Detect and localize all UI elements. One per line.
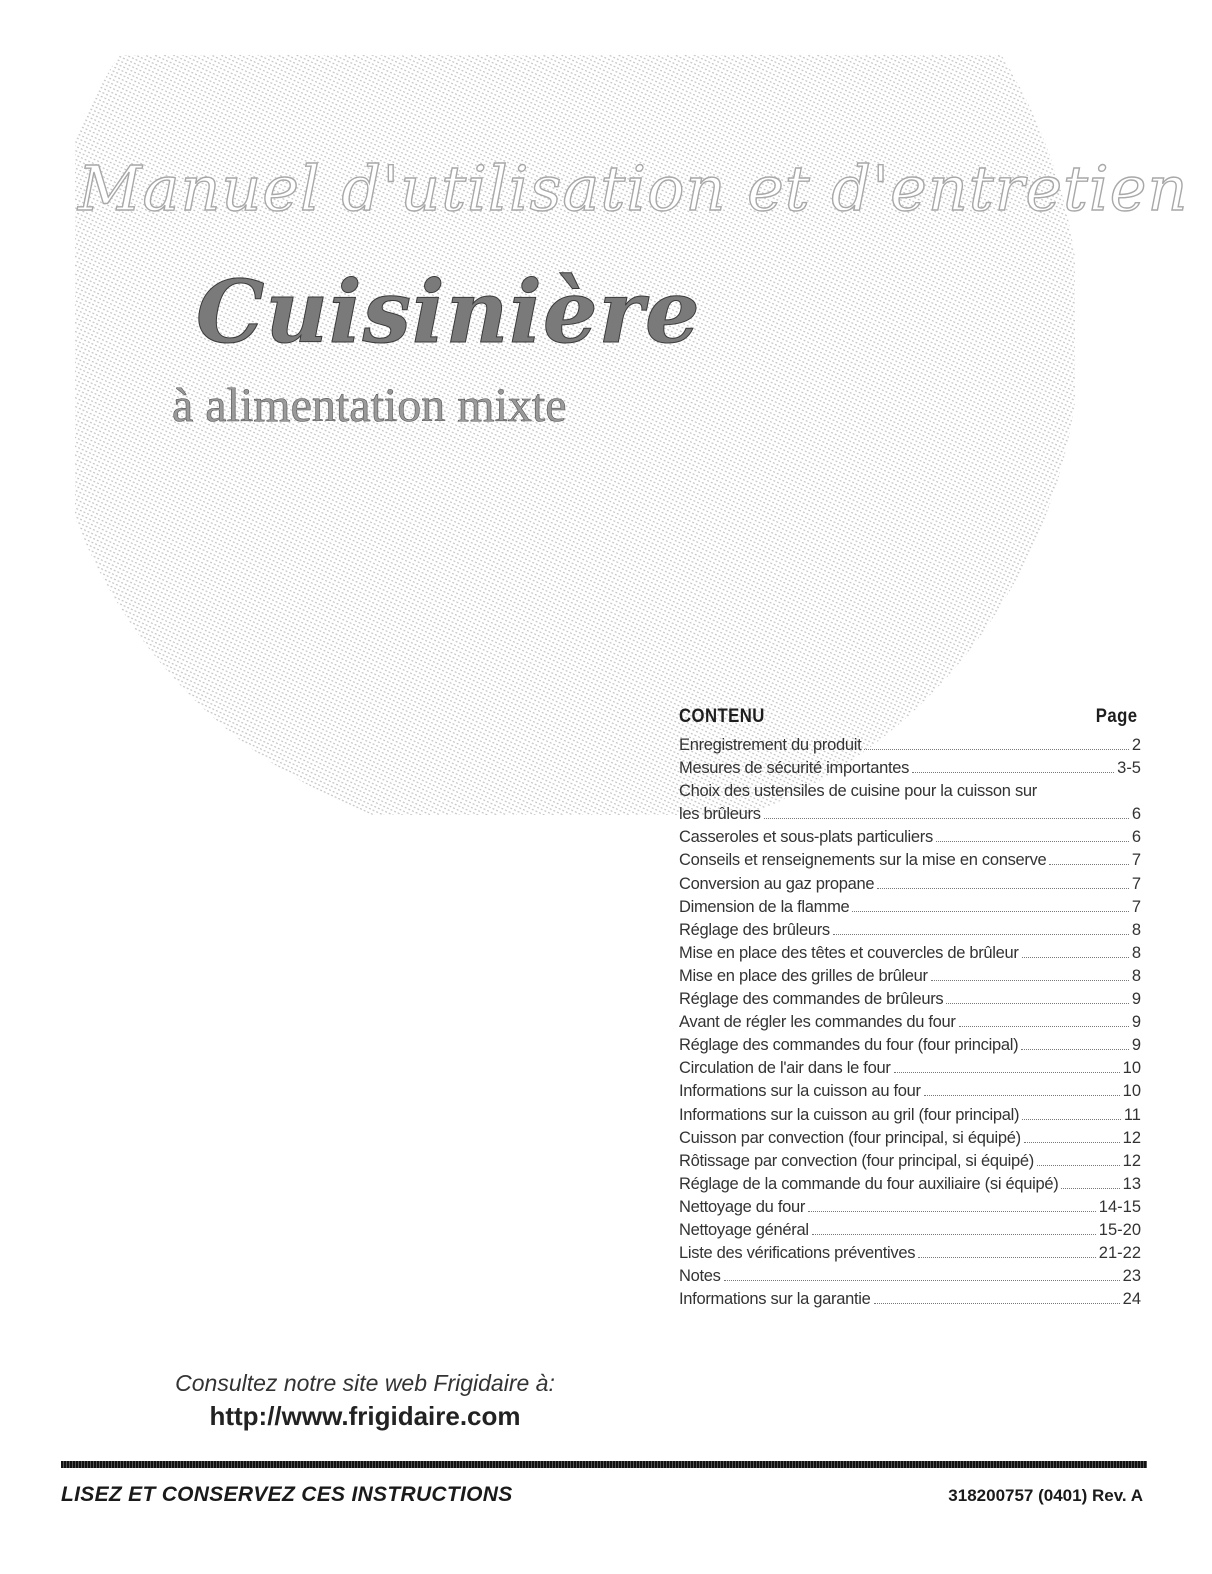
toc-entry-title: les brûleurs (679, 805, 761, 824)
toc-entry (679, 1034, 1141, 1057)
toc-entry-page: 7 (1131, 897, 1141, 916)
manual-script-title: Manuel d'utilisation et d'entretien (78, 152, 1189, 225)
toc-entry-title: Mesures de sécurité importantes (679, 759, 910, 778)
toc-entry (679, 1080, 1141, 1103)
toc-list (679, 734, 1141, 1311)
toc-leader-dots (1021, 1049, 1129, 1050)
toc-leader-dots (764, 818, 1129, 819)
toc-entry-page: 10 (1122, 1059, 1141, 1078)
toc-entry-title: Réglage de la commande du four auxiliaire (si équipé) (679, 1174, 1059, 1193)
toc-entry-page: 23 (1122, 1267, 1141, 1286)
toc-entry-page: 9 (1131, 1036, 1141, 1055)
toc-leader-dots (959, 1026, 1129, 1027)
toc-entry-title: Réglage des brûleurs (679, 920, 830, 939)
toc-entry-page: 9 (1131, 1013, 1141, 1032)
toc-entry-page: 7 (1131, 851, 1141, 870)
toc-entry-page: 9 (1131, 990, 1141, 1009)
toc-entry-page: 21-22 (1098, 1244, 1141, 1263)
toc-leader-dots (833, 934, 1129, 935)
footer-divider (61, 1461, 1147, 1468)
toc-entry-title: Conseils et renseignements sur la mise en conserve (679, 851, 1047, 870)
toc-entry (679, 1150, 1141, 1173)
toc-leader-dots (924, 1095, 1120, 1096)
toc-entry-page: 12 (1122, 1151, 1141, 1170)
toc-entry-title: Réglage des commandes de brûleurs (679, 990, 944, 1009)
toc-entry-title: Choix des ustensiles de cuisine pour la cuisson sur (679, 782, 1037, 801)
toc-entry (679, 1265, 1141, 1288)
document-number: 318200757 (0401) Rev. A (948, 1486, 1143, 1505)
product-title: Cuisinière (196, 262, 701, 363)
toc-entry-page: 3-5 (1117, 759, 1141, 778)
toc-entry-page: 7 (1131, 874, 1141, 893)
toc-entry-page: 24 (1122, 1290, 1141, 1309)
toc-leader-dots (864, 749, 1128, 750)
toc-entry-page: 2 (1131, 736, 1141, 754)
toc-entry (679, 1173, 1141, 1196)
table-of-contents (679, 706, 1141, 1311)
toc-entry-title: Cuisson par convection (four principal, si équipé) (679, 1128, 1021, 1147)
website-url[interactable]: http://www.frigidaire.com (209, 1401, 521, 1431)
toc-page-heading: Page (1095, 706, 1138, 727)
toc-entry-title: Circulation de l'air dans le four (679, 1059, 891, 1078)
toc-entry-page: 10 (1122, 1082, 1141, 1101)
toc-entry-title: Informations sur la cuisson au four (679, 1082, 921, 1101)
toc-leader-dots (1037, 1165, 1120, 1166)
toc-leader-dots (912, 772, 1114, 773)
toc-entry (679, 1242, 1141, 1265)
toc-header (679, 706, 1141, 732)
toc-entry-title: Conversion au gaz propane (679, 874, 875, 893)
toc-entry-title: Informations sur la cuisson au gril (four principal) (679, 1105, 1020, 1124)
toc-leader-dots (852, 911, 1128, 912)
toc-entry (679, 919, 1141, 942)
toc-entry-title: Nettoyage général (679, 1220, 809, 1239)
toc-entry-page: 6 (1131, 805, 1141, 824)
toc-entry-title: Enregistrement du produit (679, 736, 862, 754)
toc-entry-page: 6 (1131, 828, 1141, 847)
toc-leader-dots (812, 1234, 1096, 1235)
toc-entry-title: Réglage des commandes du four (four principal) (679, 1036, 1019, 1055)
toc-entry (679, 849, 1141, 872)
toc-entry (679, 757, 1141, 780)
toc-leader-dots (1022, 957, 1129, 958)
toc-leader-dots (874, 1303, 1120, 1304)
toc-entry-title: Nettoyage du four (679, 1197, 806, 1216)
toc-entry (679, 1196, 1141, 1219)
toc-entry-title: Avant de régler les commandes du four (679, 1013, 956, 1032)
toc-entry-page: 11 (1123, 1105, 1141, 1124)
toc-leader-dots (877, 888, 1129, 889)
toc-entry-title: Casseroles et sous-plats particuliers (679, 828, 933, 847)
toc-heading: CONTENU (679, 706, 765, 727)
toc-leader-dots (808, 1211, 1096, 1212)
toc-entry-page: 8 (1131, 920, 1141, 939)
footer-instructions: LISEZ ET CONSERVEZ CES INSTRUCTIONS (61, 1483, 513, 1506)
toc-entry (679, 942, 1141, 965)
toc-entry-page: 13 (1122, 1174, 1141, 1193)
toc-entry (679, 1127, 1141, 1150)
toc-leader-dots (936, 841, 1129, 842)
toc-entry (679, 896, 1141, 919)
toc-leader-dots (894, 1072, 1120, 1073)
toc-entry (679, 803, 1141, 826)
toc-leader-dots (724, 1280, 1120, 1281)
toc-leader-dots (931, 980, 1129, 981)
website-lead: Consultez notre site web Frigidaire à: (175, 1370, 555, 1396)
toc-leader-dots (1022, 1119, 1121, 1120)
toc-entry (679, 1057, 1141, 1080)
toc-leader-dots (1061, 1188, 1119, 1189)
toc-leader-dots (1049, 864, 1128, 865)
website-block (0, 1370, 730, 1432)
toc-entry (679, 826, 1141, 849)
toc-entry (679, 988, 1141, 1011)
toc-entry (679, 965, 1141, 988)
toc-entry-page: 12 (1122, 1128, 1141, 1147)
toc-entry-title: Informations sur la garantie (679, 1290, 871, 1309)
toc-entry (679, 873, 1141, 896)
toc-leader-dots (918, 1257, 1096, 1258)
toc-entry-title: Dimension de la flamme (679, 897, 850, 916)
toc-entry (679, 780, 1141, 803)
toc-entry-page: 8 (1131, 943, 1141, 962)
toc-leader-dots (946, 1003, 1128, 1004)
toc-entry (679, 1219, 1141, 1242)
toc-entry (679, 1104, 1141, 1127)
toc-entry-page: 14-15 (1098, 1197, 1141, 1216)
toc-entry (679, 1011, 1141, 1034)
toc-entry-title: Rôtissage par convection (four principal, si équipé) (679, 1151, 1034, 1170)
toc-leader-dots (1024, 1142, 1120, 1143)
toc-entry-page: 15-20 (1098, 1220, 1141, 1239)
toc-entry (679, 1288, 1141, 1311)
toc-entry-title: Mise en place des grilles de brûleur (679, 966, 928, 985)
toc-entry-title: Mise en place des têtes et couvercles de brûleur (679, 943, 1019, 962)
product-subtitle: à alimentation mixte (172, 379, 567, 432)
toc-entry-title: Liste des vérifications préventives (679, 1244, 916, 1263)
toc-entry (679, 734, 1141, 757)
toc-entry-title: Notes (679, 1267, 721, 1286)
toc-entry-page: 8 (1131, 966, 1141, 985)
